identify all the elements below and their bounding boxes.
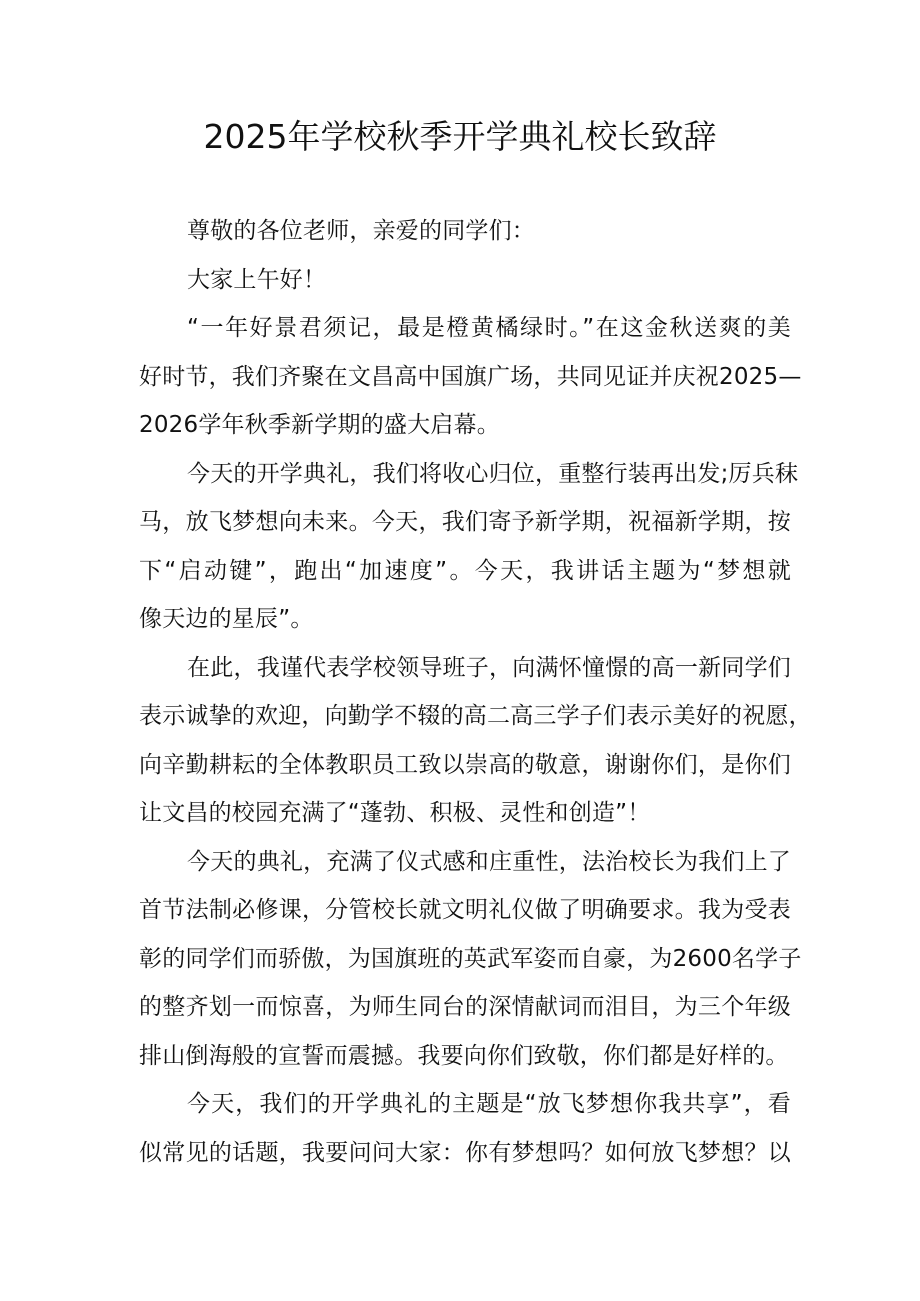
paragraph-line: 表示诚挚的欢迎，向勤学不辍的高二高三学子们表示美好的祝愿， <box>139 703 812 729</box>
paragraph-line: 似常见的话题，我要问问大家：你有梦想吗？如何放飞梦想？以 <box>139 1139 791 1166</box>
paragraph-line: 首节法制必修课，分管校长就文明礼仪做了明确要求。我为受表 <box>139 897 791 923</box>
paragraph-line: 好时节，我们齐聚在文昌高中国旗广场，共同见证并庆祝2025— <box>139 363 802 390</box>
paragraph-line: 在此，我谨代表学校领导班子，向满怀憧憬的高一新同学们 <box>187 654 791 681</box>
document-body <box>139 207 812 1177</box>
paragraph-line: “一年好景君须记，最是橙黄橘绿时。”在这金秋送爽的美 <box>187 315 791 341</box>
paragraph-line: 马，放飞梦想向未来。今天，我们寄予新学期，祝福新学期，按 <box>139 509 791 535</box>
paragraph-line: 今天的典礼，充满了仪式感和庄重性，法治校长为我们上了 <box>187 848 791 875</box>
paragraph-line: 彰的同学们而骄傲，为国旗班的英武军姿而自豪，为2600名学子 <box>139 945 802 972</box>
greeting-line: 大家上午好！ <box>187 266 327 293</box>
paragraph-line: 向辛勤耕耘的全体教职员工致以崇高的敬意，谢谢你们，是你们 <box>139 751 791 778</box>
paragraph-line: 今天，我们的开学典礼的主题是“放飞梦想你我共享”，看 <box>187 1091 791 1117</box>
document-title: 2025年学校秋季开学典礼校长致辞 <box>203 117 717 156</box>
paragraph-line: 今天的开学典礼，我们将收心归位，重整行装再出发;厉兵秣 <box>187 460 799 487</box>
paragraph-line: 像天边的星辰”。 <box>139 606 314 632</box>
paragraph-line: 2026学年秋季新学期的盛大启幕。 <box>139 412 500 438</box>
paragraph-line: 下“启动键”，跑出“加速度”。今天，我讲话主题为“梦想就 <box>139 557 791 584</box>
paragraph-line: 的整齐划一而惊喜，为师生同台的深情献词而泪目，为三个年级 <box>139 994 791 1020</box>
salutation-line: 尊敬的各位老师，亲爱的同学们： <box>187 218 535 244</box>
paragraph-line: 让文昌的校园充满了“蓬勃、积极、灵性和创造”！ <box>139 800 651 826</box>
paragraph-line: 排山倒海般的宣誓而震撼。我要向你们致敬，你们都是好样的。 <box>139 1042 789 1069</box>
